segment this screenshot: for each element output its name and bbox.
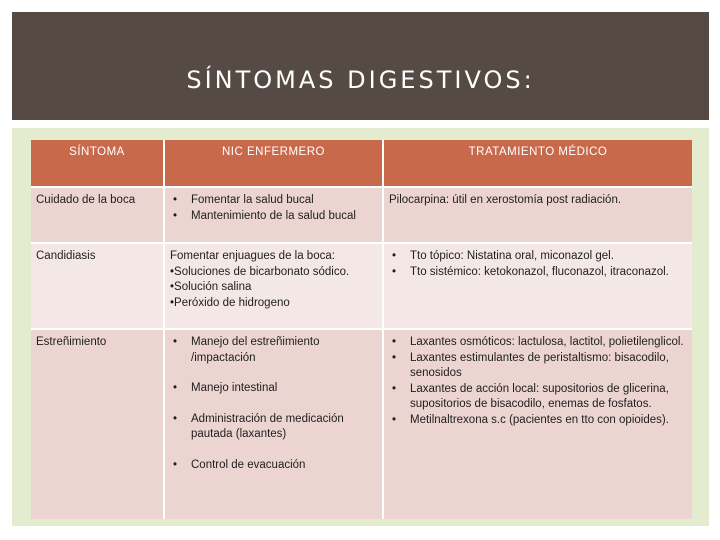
treatment-list (389, 249, 687, 280)
list-item: • Manejo del estreñimiento /impactación (170, 335, 377, 366)
symptom-cell: Candidiasis (31, 243, 164, 329)
table-row (31, 329, 692, 519)
nic-cell (164, 187, 383, 243)
symptoms-table (31, 140, 692, 519)
list-item: • Laxantes osmóticos: lactulosa, lactitol, polietilenglicol. (389, 335, 687, 351)
nic-line: •Peróxido de hidrogeno (170, 296, 290, 309)
treatment-cell (383, 329, 692, 519)
table-header-row (31, 140, 692, 187)
list-item: • Tto tópico: Nistatina oral, miconazol gel. (389, 249, 687, 265)
symptom-cell: Cuidado de la boca (31, 187, 164, 243)
list-item: • Laxantes estimulantes de peristaltismo: bisacodilo, senosidos (389, 351, 687, 382)
list-item: • Tto sistémico: ketokonazol, fluconazol, itraconazol. (389, 265, 687, 281)
nic-cell (164, 243, 383, 329)
treatment-cell (383, 243, 692, 329)
nic-line: •Soluciones de bicarbonato sódico. (170, 265, 350, 278)
nic-cell (164, 329, 383, 519)
list-item: • Metilnaltrexona s.c (pacientes en tto con opioides). (389, 413, 687, 429)
treatment-cell: Pilocarpina: útil en xerostomía post radiación. (383, 187, 692, 243)
column-header-nic: NIC ENFERMERO (164, 140, 383, 187)
nic-list (170, 335, 377, 473)
title-banner (12, 12, 709, 120)
list-item: • Control de evacuación (170, 458, 377, 474)
list-item: • Mantenimiento de la salud bucal (170, 209, 377, 225)
table-row (31, 187, 692, 243)
table-row (31, 243, 692, 329)
list-item: • Manejo intestinal (170, 381, 377, 397)
nic-line: •Solución salina (170, 281, 252, 293)
list-item: • Fomentar la salud bucal (170, 193, 377, 209)
symptom-cell: Estreñimiento (31, 329, 164, 519)
treatment-list (389, 335, 687, 428)
nic-line: Fomentar enjuagues de la boca: (170, 250, 335, 262)
list-item: • Laxantes de acción local: supositorios de glicerina, supositorios de bisacodilo, enemas de fosfatos. (389, 382, 687, 413)
column-header-treatment: TRATAMIENTO MÉDICO (383, 140, 692, 187)
nic-list (170, 193, 377, 224)
list-item: • Administración de medicación pautada (laxantes) (170, 412, 377, 443)
column-header-symptom: SÍNTOMA (31, 140, 164, 187)
page-title: SÍNTOMAS DIGESTIVOS: (186, 66, 535, 94)
